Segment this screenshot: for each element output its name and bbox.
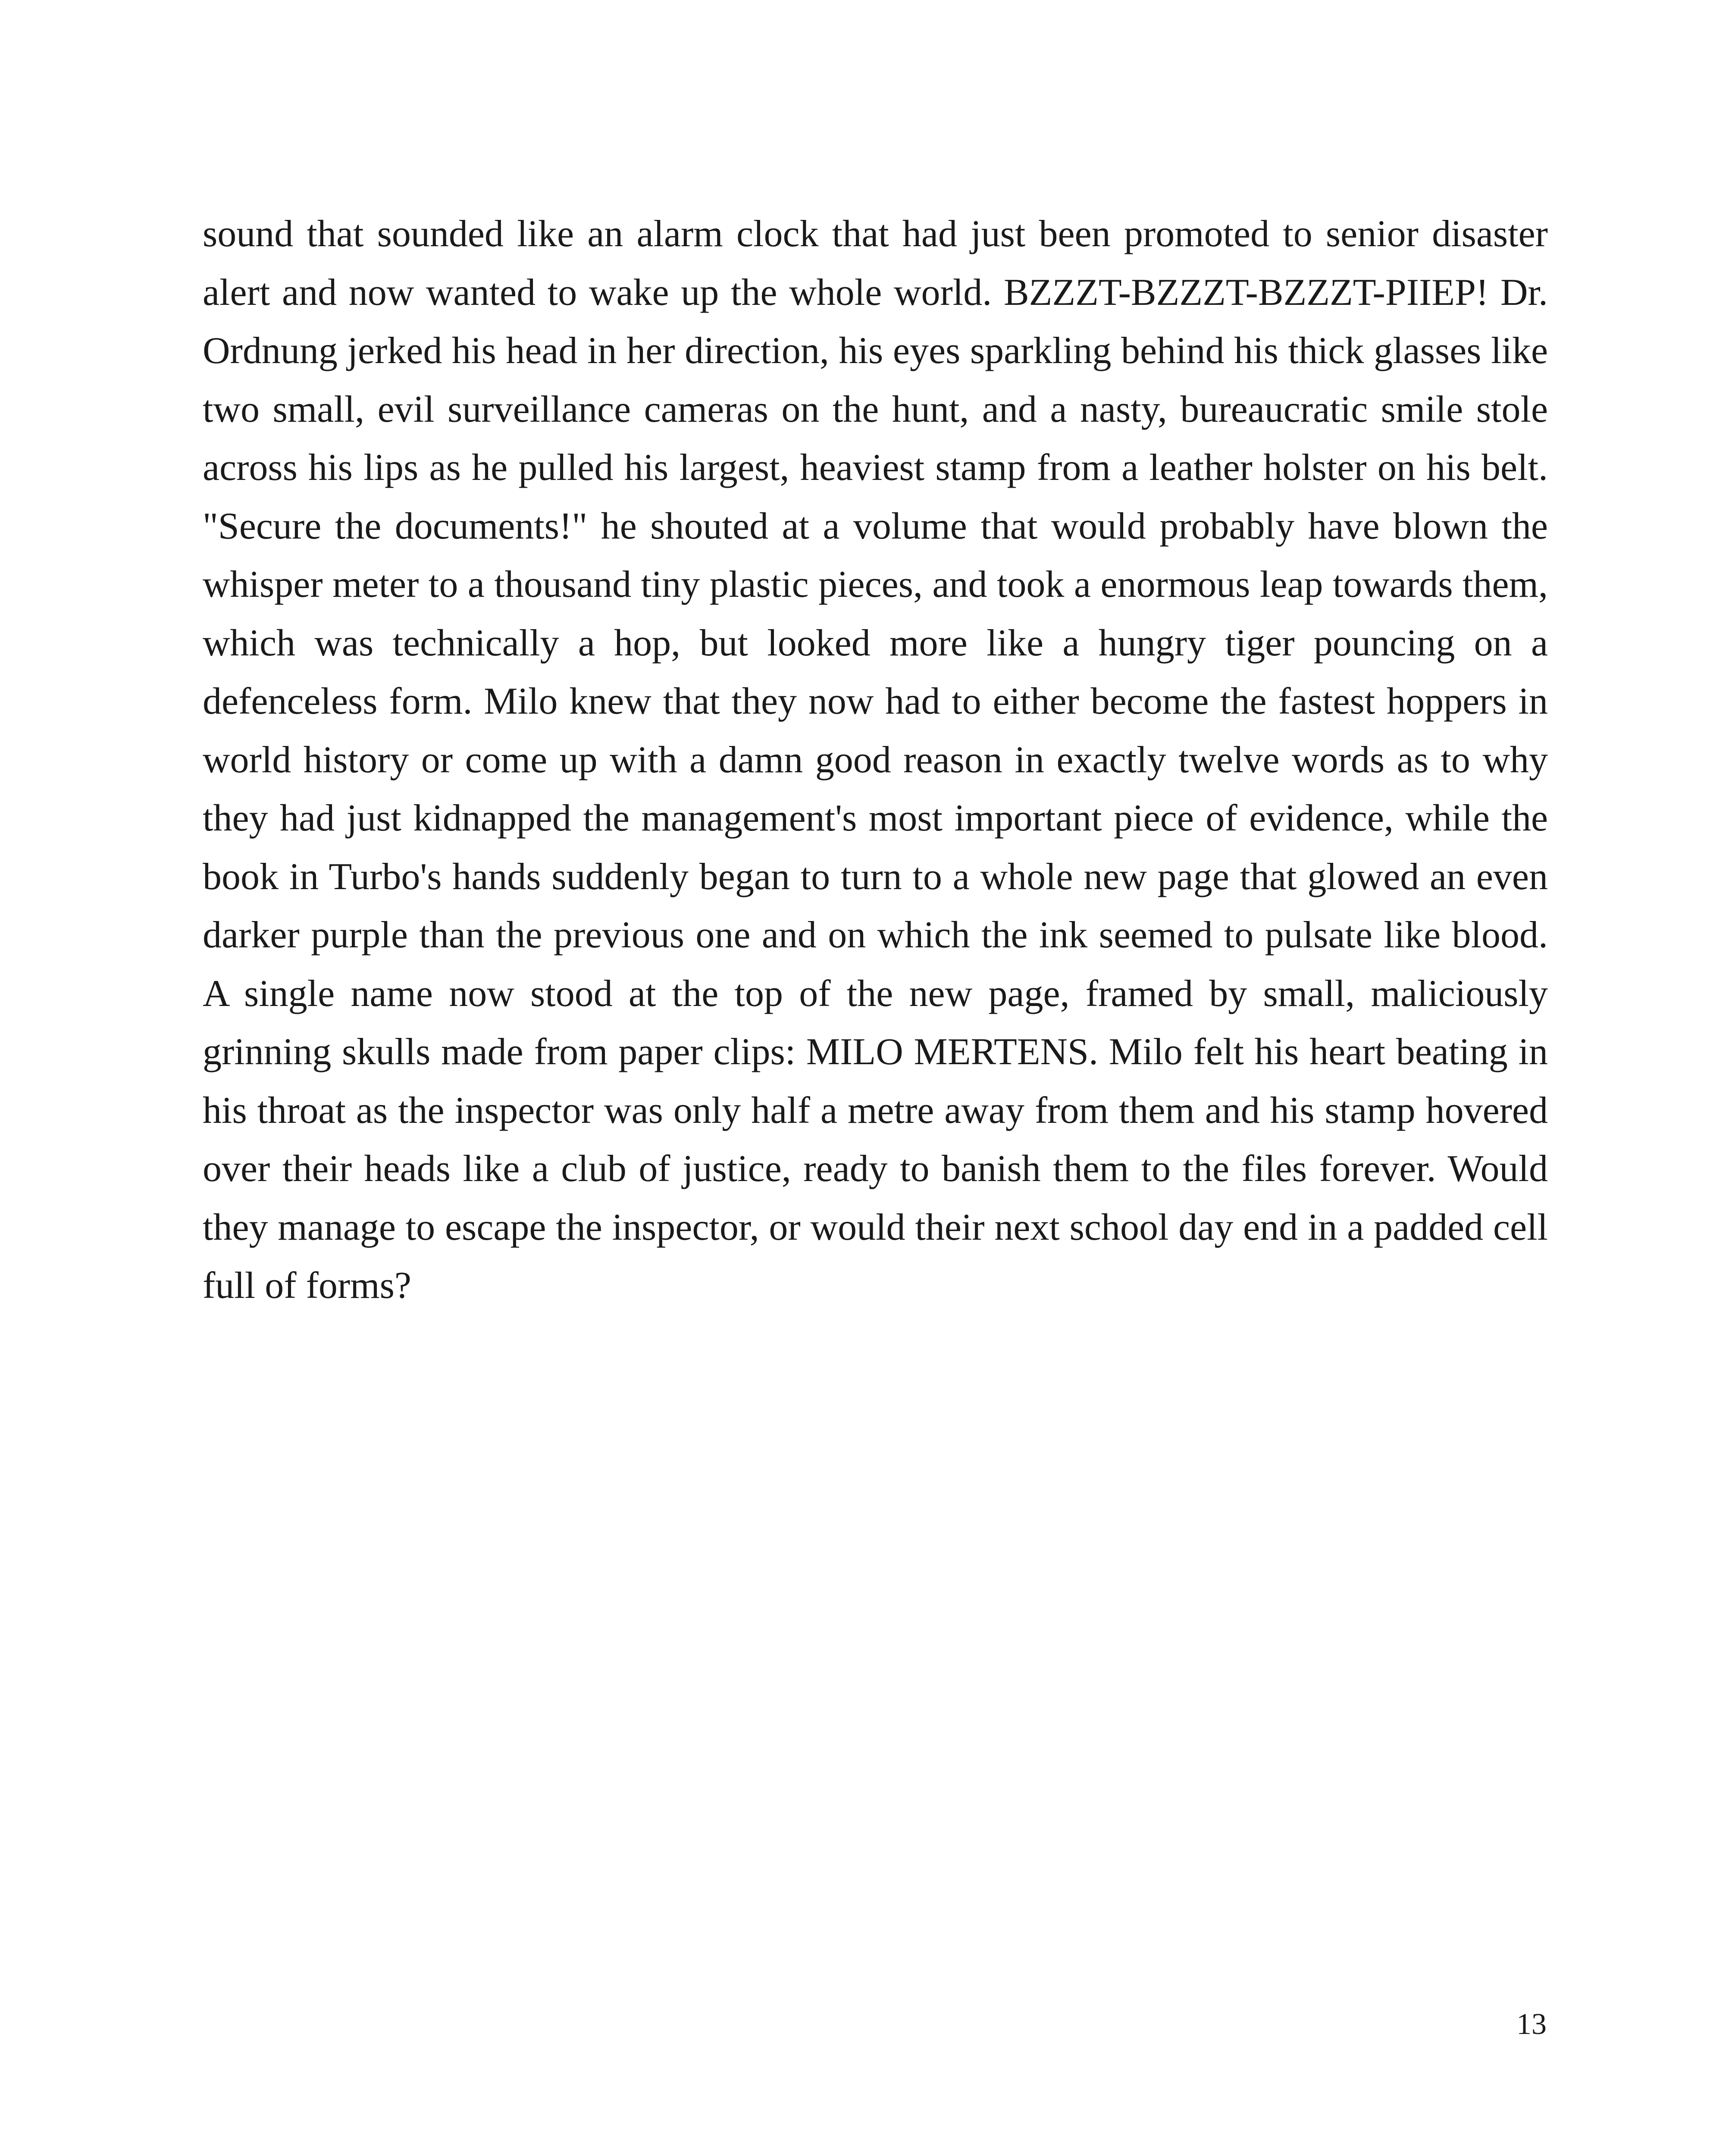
- page-number: 13: [1516, 2008, 1547, 2041]
- body-paragraph: sound that sounded like an alarm clock that had just been promoted to senior disaster alert and now wanted to wake up the whole world. BZZZT-BZZZT-BZZZT-PIIEP! Dr. Ordnung jerked his head in her direction, his eyes sparkling behind his thick glasses like two small, evil surveillance cameras on the hunt, and a nasty, bureaucratic smile stole across his lips as he pulled his largest, heaviest stamp from a leather holster on his belt. "Secure the documents!" he shouted at a volume that would probably have blown the whisper meter to a thousand tiny plastic pieces, and took a enormous leap towards them, which was technically a hop, but looked more like a hungry tiger pouncing on a defenceless form. Milo knew that they now had to either become the fastest hoppers in world history or come up with a damn good reason in exactly twelve words as to why they had just kidnapped the management's most important piece of evidence, while the book in Turbo's hands suddenly began to turn to a whole new page that glowed an even darker purple than the previous one and on which the ink seemed to pulsate like blood. A single name now stood at the top of the new page, framed by small, maliciously grinning skulls made from paper clips: MILO MERTENS. Milo felt his heart beating in his throat as the inspector was only half a metre away from them and his stamp hovered over their heads like a club of justice, ready to banish them to the files forever. Would they manage to escape the inspector, or would their next school day end in a padded cell full of forms?: [203, 213, 1548, 1307]
